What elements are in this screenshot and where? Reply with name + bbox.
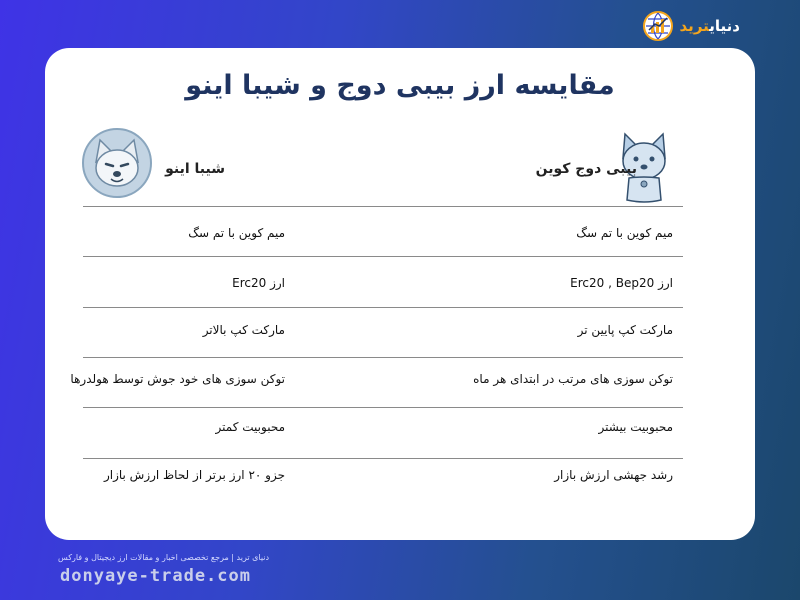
comparison-card <box>45 48 755 540</box>
row-divider <box>83 357 683 358</box>
table-cell-right: ارز Erc20 , Bep20 <box>570 276 673 290</box>
table-cell-right: مارکت کپ پایین تر <box>577 323 673 337</box>
table-cell-left: محبوبیت کمتر <box>215 420 285 434</box>
column-header-left: شیبا اینو <box>165 161 225 177</box>
table-cell-right: محبوبیت بیشتر <box>598 420 673 434</box>
page-title: مقایسه ارز بیبی دوج و شیبا اینو <box>185 70 615 101</box>
brand-logo[interactable] <box>642 10 740 42</box>
column-header-right: بیبی دوج کوین <box>535 161 637 177</box>
table-cell-left: مارکت کپ بالاتر <box>202 323 285 337</box>
row-divider <box>83 407 683 408</box>
brand-name-accent: ترید <box>679 17 710 35</box>
row-divider <box>83 458 683 459</box>
table-cell-right: میم کوین با تم سگ <box>576 226 673 240</box>
table-cell-left: ارز Erc20 <box>232 276 285 290</box>
row-divider <box>83 307 683 308</box>
table-cell-right: توکن سوزی های مرتب در ابتدای هر ماه <box>473 372 673 386</box>
table-cell-left: توکن سوزی های خود جوش توسط هولدرها <box>70 372 285 386</box>
footer-site-link[interactable]: donyaye-trade.com <box>60 566 251 586</box>
row-divider <box>83 256 683 257</box>
brand-name-main: دنیای <box>709 17 740 35</box>
shiba-inu-avatar <box>82 128 152 198</box>
table-cell-left: جزو ۲۰ ارز برتر از لحاظ ارزش بازار <box>103 468 285 482</box>
row-divider <box>83 206 683 207</box>
footer-tagline: دنیای ترید | مرجع تخصصی اخبار و مقالات ارز دیجیتال و فارکس <box>58 553 270 562</box>
brand-name <box>680 17 740 35</box>
table-cell-left: میم کوین با تم سگ <box>188 226 285 240</box>
table-cell-right: رشد جهشی ارزش بازار <box>554 468 673 482</box>
globe-chart-icon <box>642 10 674 42</box>
